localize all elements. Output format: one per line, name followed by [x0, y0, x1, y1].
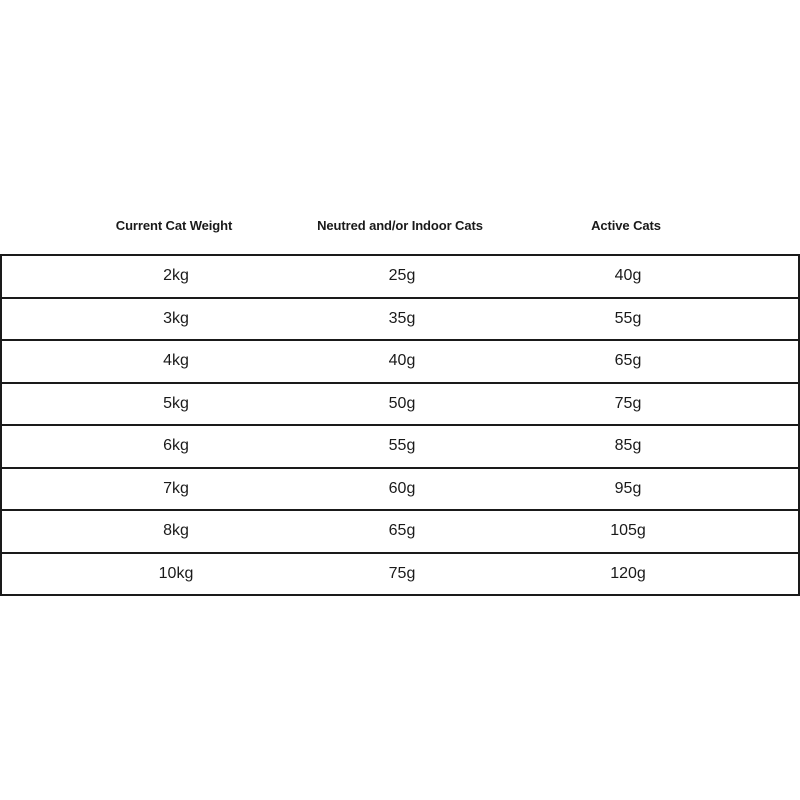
cell-weight: 4kg	[163, 352, 189, 370]
table-row	[2, 511, 798, 554]
table-row	[2, 256, 798, 299]
table-row	[2, 384, 798, 427]
header-active-cats: Active Cats	[591, 218, 661, 233]
cell-indoor-amount: 60g	[388, 479, 416, 497]
cell-indoor-amount: 75g	[388, 564, 416, 582]
table-header-row	[0, 210, 800, 242]
cell-indoor-amount: 50g	[388, 394, 416, 412]
cell-weight: 7kg	[163, 479, 189, 497]
cell-weight: 3kg	[163, 309, 189, 327]
cell-active-amount: 55g	[614, 309, 642, 327]
cell-weight: 2kg	[163, 267, 189, 285]
table-row	[2, 469, 798, 512]
cell-indoor-amount: 40g	[388, 352, 416, 370]
cell-active-amount: 65g	[614, 352, 642, 370]
cell-indoor-amount: 55g	[388, 437, 416, 455]
cell-active-amount: 105g	[610, 522, 646, 540]
cell-weight: 10kg	[158, 564, 194, 582]
cell-active-amount: 85g	[614, 437, 642, 455]
table-body	[0, 254, 800, 596]
cell-active-amount: 120g	[610, 564, 646, 582]
table-header-inner	[0, 210, 800, 242]
table-row	[2, 426, 798, 469]
header-neutred-indoor-cats: Neutred and/or Indoor Cats	[317, 218, 483, 233]
cell-indoor-amount: 65g	[388, 522, 416, 540]
cell-active-amount: 95g	[614, 479, 642, 497]
feeding-guide-table	[0, 210, 800, 596]
cell-indoor-amount: 35g	[388, 309, 416, 327]
table-row	[2, 554, 798, 597]
cell-indoor-amount: 25g	[388, 267, 416, 285]
cell-active-amount: 75g	[614, 394, 642, 412]
header-current-cat-weight: Current Cat Weight	[115, 218, 233, 233]
cell-weight: 5kg	[163, 394, 189, 412]
table-row	[2, 341, 798, 384]
cell-active-amount: 40g	[614, 267, 642, 285]
cell-weight: 6kg	[163, 437, 189, 455]
table-row	[2, 299, 798, 342]
cell-weight: 8kg	[163, 522, 189, 540]
